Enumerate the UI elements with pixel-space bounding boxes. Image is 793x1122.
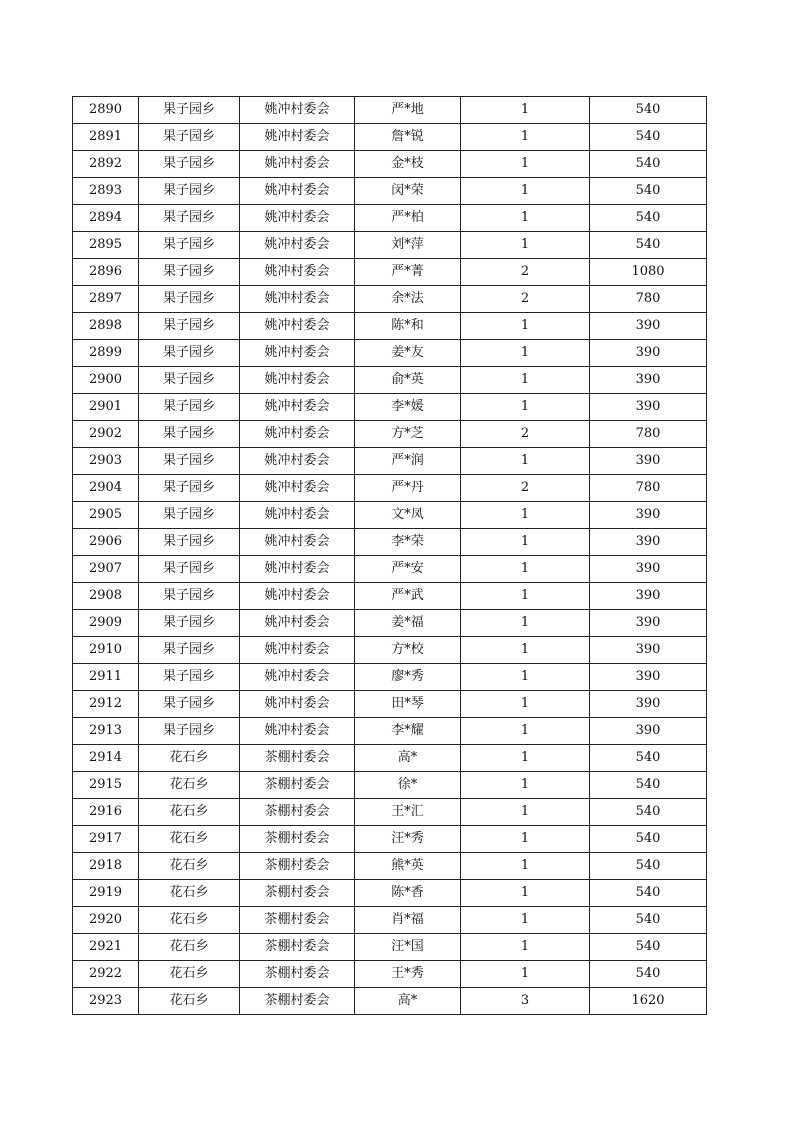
household-count-cell: 1 [461,637,590,664]
name-cell: 高* [355,988,461,1015]
table-row [73,97,707,124]
township-cell: 果子园乡 [139,583,240,610]
serial-cell: 2895 [73,232,139,259]
name-cell: 田*琴 [355,691,461,718]
township-cell: 果子园乡 [139,448,240,475]
table-row [73,340,707,367]
table-row [73,934,707,961]
household-count-cell: 2 [461,475,590,502]
table-row [73,826,707,853]
amount-cell: 390 [590,313,707,340]
village-committee-cell: 姚冲村委会 [240,232,355,259]
township-cell: 花石乡 [139,988,240,1015]
amount-cell: 390 [590,502,707,529]
village-committee-cell: 姚冲村委会 [240,124,355,151]
serial-cell: 2902 [73,421,139,448]
household-count-cell: 1 [461,583,590,610]
household-count-cell: 1 [461,907,590,934]
amount-cell: 1080 [590,259,707,286]
village-committee-cell: 姚冲村委会 [240,448,355,475]
village-committee-cell: 姚冲村委会 [240,475,355,502]
village-committee-cell: 茶棚村委会 [240,799,355,826]
household-count-cell: 1 [461,556,590,583]
table-row [73,367,707,394]
amount-cell: 780 [590,286,707,313]
table-row [73,448,707,475]
village-committee-cell: 姚冲村委会 [240,286,355,313]
amount-cell: 540 [590,826,707,853]
serial-cell: 2899 [73,340,139,367]
township-cell: 花石乡 [139,826,240,853]
serial-cell: 2905 [73,502,139,529]
table-row [73,799,707,826]
table-row [73,205,707,232]
table-row [73,259,707,286]
household-count-cell: 1 [461,124,590,151]
village-committee-cell: 姚冲村委会 [240,502,355,529]
township-cell: 花石乡 [139,799,240,826]
amount-cell: 540 [590,880,707,907]
data-table [72,96,707,1015]
township-cell: 果子园乡 [139,259,240,286]
table-row [73,232,707,259]
serial-cell: 2894 [73,205,139,232]
serial-cell: 2903 [73,448,139,475]
table-row [73,178,707,205]
serial-cell: 2907 [73,556,139,583]
village-committee-cell: 姚冲村委会 [240,340,355,367]
name-cell: 陈*香 [355,880,461,907]
table-row [73,853,707,880]
village-committee-cell: 姚冲村委会 [240,97,355,124]
serial-cell: 2896 [73,259,139,286]
township-cell: 果子园乡 [139,529,240,556]
name-cell: 陈*和 [355,313,461,340]
name-cell: 严*润 [355,448,461,475]
table-row [73,124,707,151]
table-row [73,637,707,664]
table-row [73,556,707,583]
serial-cell: 2893 [73,178,139,205]
household-count-cell: 1 [461,718,590,745]
amount-cell: 540 [590,907,707,934]
amount-cell: 540 [590,772,707,799]
name-cell: 熊*英 [355,853,461,880]
household-count-cell: 2 [461,421,590,448]
village-committee-cell: 姚冲村委会 [240,610,355,637]
township-cell: 果子园乡 [139,664,240,691]
amount-cell: 540 [590,853,707,880]
village-committee-cell: 茶棚村委会 [240,988,355,1015]
serial-cell: 2897 [73,286,139,313]
name-cell: 方*芝 [355,421,461,448]
township-cell: 果子园乡 [139,718,240,745]
table-row [73,745,707,772]
village-committee-cell: 姚冲村委会 [240,637,355,664]
household-count-cell: 1 [461,691,590,718]
table-row [73,610,707,637]
name-cell: 姜*福 [355,610,461,637]
township-cell: 花石乡 [139,961,240,988]
amount-cell: 390 [590,448,707,475]
village-committee-cell: 姚冲村委会 [240,313,355,340]
amount-cell: 390 [590,637,707,664]
amount-cell: 390 [590,340,707,367]
village-committee-cell: 姚冲村委会 [240,205,355,232]
household-count-cell: 1 [461,853,590,880]
name-cell: 刘*萍 [355,232,461,259]
name-cell: 方*校 [355,637,461,664]
table-row [73,421,707,448]
serial-cell: 2914 [73,745,139,772]
township-cell: 果子园乡 [139,178,240,205]
table-row [73,664,707,691]
serial-cell: 2906 [73,529,139,556]
amount-cell: 390 [590,583,707,610]
township-cell: 果子园乡 [139,556,240,583]
name-cell: 李*耀 [355,718,461,745]
name-cell: 金*枝 [355,151,461,178]
serial-cell: 2910 [73,637,139,664]
amount-cell: 390 [590,367,707,394]
township-cell: 果子园乡 [139,502,240,529]
name-cell: 文*凤 [355,502,461,529]
serial-cell: 2922 [73,961,139,988]
amount-cell: 780 [590,475,707,502]
village-committee-cell: 姚冲村委会 [240,151,355,178]
village-committee-cell: 姚冲村委会 [240,259,355,286]
name-cell: 俞*英 [355,367,461,394]
household-count-cell: 1 [461,232,590,259]
amount-cell: 540 [590,205,707,232]
table-row [73,961,707,988]
amount-cell: 540 [590,934,707,961]
household-count-cell: 1 [461,772,590,799]
serial-cell: 2911 [73,664,139,691]
table-row [73,880,707,907]
household-count-cell: 3 [461,988,590,1015]
township-cell: 花石乡 [139,934,240,961]
household-count-cell: 1 [461,745,590,772]
household-count-cell: 1 [461,502,590,529]
table-row [73,583,707,610]
township-cell: 果子园乡 [139,367,240,394]
name-cell: 严*安 [355,556,461,583]
table-row [73,502,707,529]
household-count-cell: 1 [461,961,590,988]
household-count-cell: 1 [461,178,590,205]
township-cell: 果子园乡 [139,691,240,718]
amount-cell: 540 [590,961,707,988]
township-cell: 果子园乡 [139,637,240,664]
village-committee-cell: 茶棚村委会 [240,772,355,799]
household-count-cell: 1 [461,313,590,340]
amount-cell: 540 [590,124,707,151]
serial-cell: 2912 [73,691,139,718]
amount-cell: 540 [590,232,707,259]
amount-cell: 1620 [590,988,707,1015]
township-cell: 花石乡 [139,880,240,907]
table-row [73,394,707,421]
name-cell: 李*媛 [355,394,461,421]
name-cell: 闵*荣 [355,178,461,205]
serial-cell: 2891 [73,124,139,151]
serial-cell: 2915 [73,772,139,799]
name-cell: 严*武 [355,583,461,610]
serial-cell: 2909 [73,610,139,637]
village-committee-cell: 姚冲村委会 [240,691,355,718]
household-count-cell: 2 [461,286,590,313]
township-cell: 果子园乡 [139,340,240,367]
household-count-cell: 1 [461,394,590,421]
name-cell: 肖*福 [355,907,461,934]
amount-cell: 390 [590,529,707,556]
village-committee-cell: 茶棚村委会 [240,853,355,880]
table-row [73,691,707,718]
village-committee-cell: 茶棚村委会 [240,826,355,853]
amount-cell: 390 [590,718,707,745]
village-committee-cell: 姚冲村委会 [240,421,355,448]
serial-cell: 2913 [73,718,139,745]
village-committee-cell: 姚冲村委会 [240,529,355,556]
name-cell: 严*柏 [355,205,461,232]
table-row [73,529,707,556]
village-committee-cell: 姚冲村委会 [240,583,355,610]
township-cell: 花石乡 [139,772,240,799]
household-count-cell: 1 [461,799,590,826]
serial-cell: 2890 [73,97,139,124]
amount-cell: 780 [590,421,707,448]
township-cell: 果子园乡 [139,124,240,151]
name-cell: 廖*秀 [355,664,461,691]
amount-cell: 390 [590,394,707,421]
amount-cell: 540 [590,178,707,205]
amount-cell: 540 [590,97,707,124]
name-cell: 余*法 [355,286,461,313]
amount-cell: 390 [590,691,707,718]
amount-cell: 390 [590,610,707,637]
name-cell: 汪*秀 [355,826,461,853]
table-row [73,151,707,178]
household-count-cell: 1 [461,880,590,907]
table-row [73,475,707,502]
serial-cell: 2921 [73,934,139,961]
village-committee-cell: 茶棚村委会 [240,907,355,934]
table-row [73,772,707,799]
township-cell: 果子园乡 [139,97,240,124]
household-count-cell: 1 [461,826,590,853]
household-count-cell: 1 [461,367,590,394]
village-committee-cell: 姚冲村委会 [240,394,355,421]
name-cell: 姜*友 [355,340,461,367]
table-row [73,718,707,745]
name-cell: 李*荣 [355,529,461,556]
serial-cell: 2919 [73,880,139,907]
household-count-cell: 1 [461,151,590,178]
township-cell: 果子园乡 [139,475,240,502]
township-cell: 果子园乡 [139,313,240,340]
serial-cell: 2918 [73,853,139,880]
table-row [73,286,707,313]
village-committee-cell: 姚冲村委会 [240,367,355,394]
serial-cell: 2920 [73,907,139,934]
township-cell: 果子园乡 [139,610,240,637]
name-cell: 高* [355,745,461,772]
serial-cell: 2904 [73,475,139,502]
village-committee-cell: 姚冲村委会 [240,178,355,205]
household-count-cell: 1 [461,610,590,637]
amount-cell: 390 [590,556,707,583]
serial-cell: 2901 [73,394,139,421]
household-count-cell: 1 [461,664,590,691]
household-count-cell: 1 [461,340,590,367]
name-cell: 詹*锐 [355,124,461,151]
household-count-cell: 2 [461,259,590,286]
household-count-cell: 1 [461,97,590,124]
village-committee-cell: 茶棚村委会 [240,961,355,988]
name-cell: 严*地 [355,97,461,124]
township-cell: 果子园乡 [139,286,240,313]
household-count-cell: 1 [461,448,590,475]
name-cell: 王*汇 [355,799,461,826]
amount-cell: 540 [590,799,707,826]
data-table-container [72,96,706,1015]
serial-cell: 2916 [73,799,139,826]
village-committee-cell: 茶棚村委会 [240,745,355,772]
township-cell: 果子园乡 [139,151,240,178]
township-cell: 果子园乡 [139,421,240,448]
village-committee-cell: 茶棚村委会 [240,880,355,907]
household-count-cell: 1 [461,529,590,556]
name-cell: 严*丹 [355,475,461,502]
village-committee-cell: 姚冲村委会 [240,718,355,745]
table-row [73,313,707,340]
amount-cell: 390 [590,664,707,691]
village-committee-cell: 姚冲村委会 [240,664,355,691]
serial-cell: 2900 [73,367,139,394]
serial-cell: 2917 [73,826,139,853]
amount-cell: 540 [590,151,707,178]
name-cell: 徐* [355,772,461,799]
amount-cell: 540 [590,745,707,772]
name-cell: 严*菁 [355,259,461,286]
table-row [73,988,707,1015]
table-row [73,907,707,934]
serial-cell: 2908 [73,583,139,610]
serial-cell: 2898 [73,313,139,340]
name-cell: 汪*国 [355,934,461,961]
village-committee-cell: 茶棚村委会 [240,934,355,961]
township-cell: 果子园乡 [139,232,240,259]
name-cell: 王*秀 [355,961,461,988]
household-count-cell: 1 [461,205,590,232]
township-cell: 花石乡 [139,907,240,934]
township-cell: 果子园乡 [139,394,240,421]
township-cell: 花石乡 [139,853,240,880]
township-cell: 果子园乡 [139,205,240,232]
serial-cell: 2923 [73,988,139,1015]
table-body [73,97,707,1015]
serial-cell: 2892 [73,151,139,178]
village-committee-cell: 姚冲村委会 [240,556,355,583]
household-count-cell: 1 [461,934,590,961]
township-cell: 花石乡 [139,745,240,772]
